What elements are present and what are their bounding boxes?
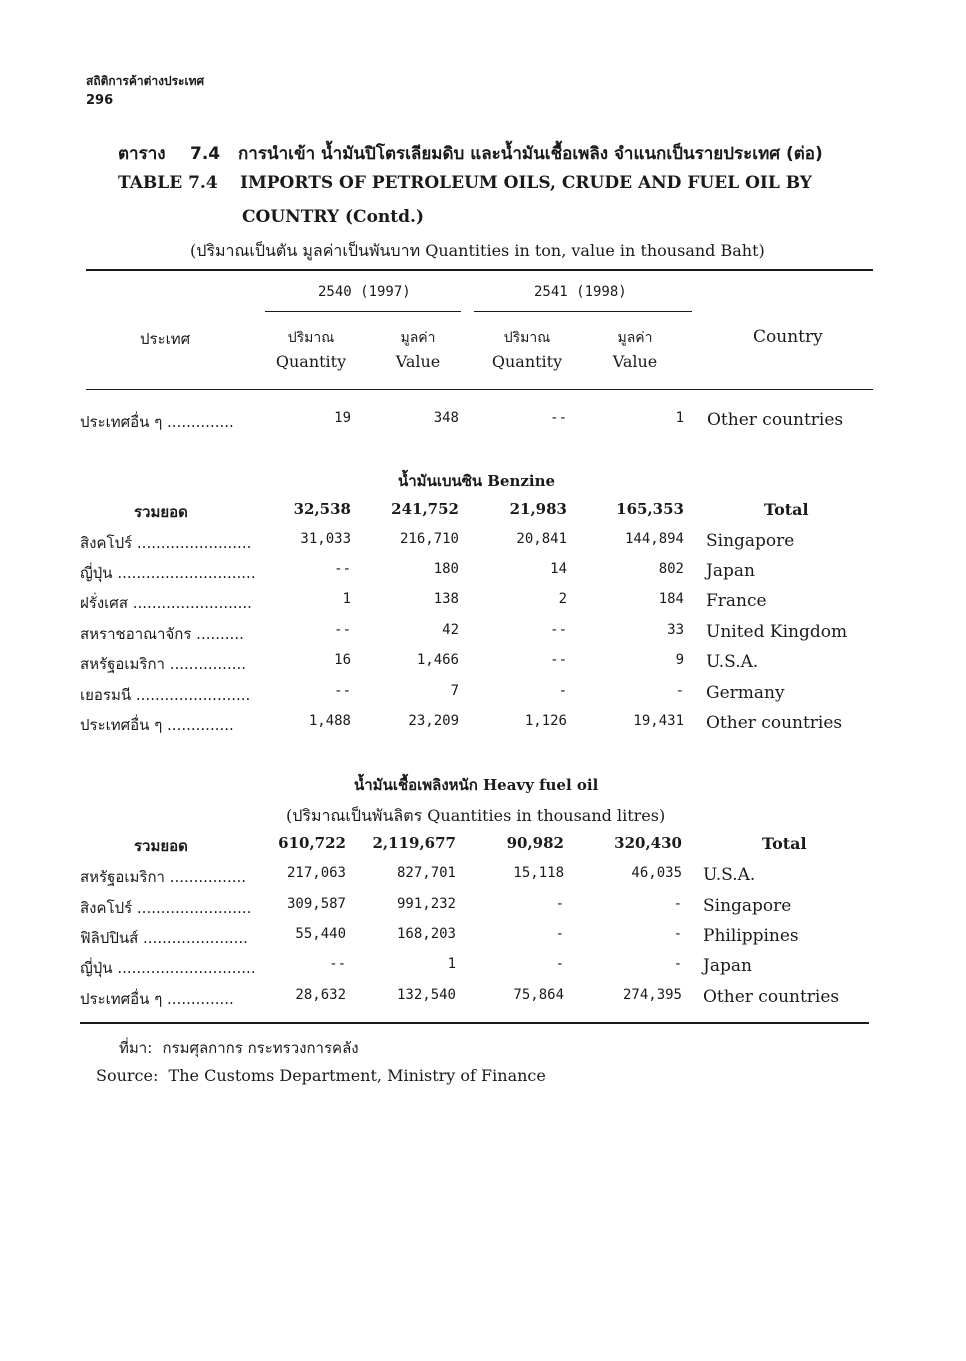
table-number: 7.4	[190, 144, 221, 164]
benzine-heading-english: Benzine	[487, 472, 556, 490]
country-english-header: Country	[753, 327, 823, 347]
year1-underline	[265, 311, 461, 312]
country-english: Philippines	[703, 926, 799, 946]
value-1997-header	[388, 326, 448, 374]
value-1998: 320,430	[614, 834, 682, 852]
table-row	[0, 410, 966, 440]
country-english: Other countries	[706, 713, 843, 733]
book-title: สถิติการค้าต่างประเทศ	[86, 74, 205, 88]
quantity-1998: --	[550, 622, 567, 638]
country-english: Other countries	[703, 987, 840, 1007]
country-thai: ญี่ปุ่น .............................	[80, 564, 256, 582]
value-english-label: Value	[395, 352, 441, 371]
value-1997: 180	[433, 561, 459, 577]
quantity-1998-header	[486, 326, 568, 374]
value-1998-header	[605, 326, 665, 374]
quantity-1997: 31,033	[300, 531, 351, 547]
country-thai: ฟิลิปปินส์ ......................	[80, 929, 248, 947]
quantity-1998: -	[555, 956, 564, 972]
country-english: Japan	[706, 561, 755, 581]
quantity-1998: 15,118	[513, 865, 564, 881]
value-thai-label: มูลค่า	[617, 330, 653, 346]
value-1998: 802	[658, 561, 684, 577]
country-thai: สหรัฐอเมริกา ................	[80, 655, 247, 673]
country-english: Germany	[706, 683, 785, 703]
benzine-heading-thai: น้ำมันเบนซิน	[398, 472, 483, 490]
table-row	[0, 591, 966, 621]
table-row	[0, 683, 966, 713]
value-1997: 132,540	[396, 987, 456, 1003]
table-label-thai: ตาราง	[118, 144, 166, 164]
value-1997: 241,752	[391, 500, 459, 518]
table-title-thai-text: การนำเข้า น้ำมันปิโตรเลียมดิบ และน้ำมันเชื้อเพลิง จำแนกเป็นรายประเทศ (ต่อ)	[238, 144, 823, 164]
table-row	[0, 987, 966, 1017]
value-1998: 184	[658, 591, 684, 607]
country-english: U.S.A.	[703, 865, 756, 885]
quantity-1997: 19	[334, 410, 351, 426]
value-1998: 33	[667, 622, 684, 638]
quantity-1998: --	[550, 652, 567, 668]
total-thai-label: รวมยอด	[134, 503, 188, 521]
country-thai: เยอรมนี ........................	[80, 686, 251, 704]
heavy-fuel-heading	[354, 773, 598, 797]
value-1998: 274,395	[622, 987, 682, 1003]
quantity-1998: 20,841	[516, 531, 567, 547]
table-row	[0, 713, 966, 743]
source-english	[96, 1066, 546, 1085]
table-row	[0, 531, 966, 561]
top-rule	[86, 269, 873, 271]
table-title-english-line2: COUNTRY (Contd.)	[242, 207, 424, 227]
country-thai: สิงคโปร์ ........................	[80, 534, 252, 552]
country-thai: สหราชอาณาจักร ..........	[80, 625, 244, 643]
quantity-1997: 1	[342, 591, 351, 607]
heavy-fuel-total-row	[0, 834, 966, 864]
value-1997: 1	[447, 956, 456, 972]
quantity-1998: 75,864	[513, 987, 564, 1003]
value-1998: 9	[675, 652, 684, 668]
year2-underline	[474, 311, 692, 312]
value-1998: 19,431	[633, 713, 684, 729]
source-english-text: The Customs Department, Ministry of Finance	[168, 1066, 546, 1085]
table-label-english: TABLE 7.4	[118, 173, 218, 193]
quantity-1997: 28,632	[295, 987, 346, 1003]
total-thai-label: รวมยอด	[134, 837, 188, 855]
table-row	[0, 622, 966, 652]
quantity-1998: -	[555, 926, 564, 942]
quantity-english-label: Quantity	[275, 352, 347, 371]
table-row	[0, 896, 966, 926]
quantity-1998: --	[550, 410, 567, 426]
source-thai-text: กรมศุลกากร กระทรวงการคลัง	[162, 1039, 359, 1057]
value-1997: 991,232	[396, 896, 456, 912]
value-thai-label: มูลค่า	[400, 330, 436, 346]
quantity-1998: -	[558, 683, 567, 699]
table-row	[0, 561, 966, 591]
country-english: Japan	[703, 956, 752, 976]
benzine-total-row	[0, 500, 966, 530]
country-thai: สหรัฐอเมริกา ................	[80, 868, 247, 886]
benzine-heading	[398, 469, 555, 493]
country-thai: ประเทศอื่น ๆ ..............	[80, 716, 234, 734]
quantity-english-label: Quantity	[491, 352, 563, 371]
value-1997: 23,209	[408, 713, 459, 729]
quantity-1998: 21,983	[509, 500, 567, 518]
value-1998: 144,894	[624, 531, 684, 547]
quantity-1997: 55,440	[295, 926, 346, 942]
quantity-1997: --	[334, 561, 351, 577]
heavy-fuel-heading-english: Heavy fuel oil	[482, 776, 599, 794]
country-english: Other countries	[707, 410, 844, 430]
quantity-1997: 610,722	[278, 834, 346, 852]
quantity-1997: --	[329, 956, 346, 972]
quantity-thai-label: ปริมาณ	[287, 330, 335, 346]
country-thai: ญี่ปุ่น .............................	[80, 959, 256, 977]
table-row	[0, 926, 966, 956]
table-title-english	[118, 173, 812, 193]
value-1998: -	[675, 683, 684, 699]
country-thai: ประเทศอื่น ๆ ..............	[80, 413, 234, 431]
quantity-1998: -	[555, 896, 564, 912]
value-1997: 1,466	[416, 652, 459, 668]
value-1997: 138	[433, 591, 459, 607]
year-1997-header: 2540 (1997)	[318, 284, 411, 300]
total-english-label: Total	[762, 834, 807, 853]
value-1998: 46,035	[631, 865, 682, 881]
value-1998: -	[673, 896, 682, 912]
page-number: 296	[86, 93, 114, 108]
value-1998: 1	[675, 410, 684, 426]
table-row	[0, 652, 966, 682]
value-1998: 165,353	[616, 500, 684, 518]
quantity-thai-label: ปริมาณ	[503, 330, 551, 346]
heavy-fuel-units: (ปริมาณเป็นพันลิตร Quantities in thousand litres)	[286, 806, 666, 825]
header-bottom-rule	[86, 389, 873, 390]
quantity-1997: 32,538	[293, 500, 351, 518]
table-title-english-line1: IMPORTS OF PETROLEUM OILS, CRUDE AND FUEL OIL BY	[240, 173, 812, 193]
value-1997: 168,203	[396, 926, 456, 942]
table-units: (ปริมาณเป็นตัน มูลค่าเป็นพันบาท Quantities in ton, value in thousand Baht)	[190, 241, 765, 260]
value-1998: -	[673, 956, 682, 972]
quantity-1997: --	[334, 622, 351, 638]
quantity-1998: 1,126	[524, 713, 567, 729]
value-english-label: Value	[612, 352, 658, 371]
quantity-1997: 217,063	[286, 865, 346, 881]
country-thai: ประเทศอื่น ๆ ..............	[80, 990, 234, 1008]
quantity-1998: 14	[550, 561, 567, 577]
source-english-label: Source:	[96, 1066, 159, 1085]
source-thai-label: ที่มา:	[119, 1039, 153, 1057]
country-english: United Kingdom	[706, 622, 848, 642]
heavy-fuel-heading-thai: น้ำมันเชื้อเพลิงหนัก	[354, 776, 478, 794]
value-1998: -	[673, 926, 682, 942]
country-thai: ฝรั่งเศส .........................	[80, 594, 252, 612]
quantity-1997: 1,488	[308, 713, 351, 729]
year-1998-header: 2541 (1998)	[534, 284, 627, 300]
quantity-1997: 16	[334, 652, 351, 668]
quantity-1997: --	[334, 683, 351, 699]
quantity-1997-header	[270, 326, 352, 374]
country-english: Singapore	[703, 896, 792, 916]
value-1997: 42	[442, 622, 459, 638]
country-english: U.S.A.	[706, 652, 759, 672]
bottom-rule	[80, 1022, 869, 1024]
quantity-1998: 2	[558, 591, 567, 607]
value-1997: 216,710	[399, 531, 459, 547]
table-row	[0, 956, 966, 986]
value-1997: 7	[450, 683, 459, 699]
source-thai	[119, 1036, 359, 1060]
country-thai-header: ประเทศ	[140, 330, 191, 348]
country-english: France	[706, 591, 767, 611]
value-1997: 827,701	[396, 865, 456, 881]
table-title-thai	[118, 140, 823, 167]
value-1997: 348	[433, 410, 459, 426]
country-thai: สิงคโปร์ ........................	[80, 899, 252, 917]
table-row	[0, 865, 966, 895]
quantity-1998: 90,982	[506, 834, 564, 852]
country-english: Singapore	[706, 531, 795, 551]
total-english-label: Total	[764, 500, 809, 519]
value-1997: 2,119,677	[372, 834, 456, 852]
quantity-1997: 309,587	[286, 896, 346, 912]
